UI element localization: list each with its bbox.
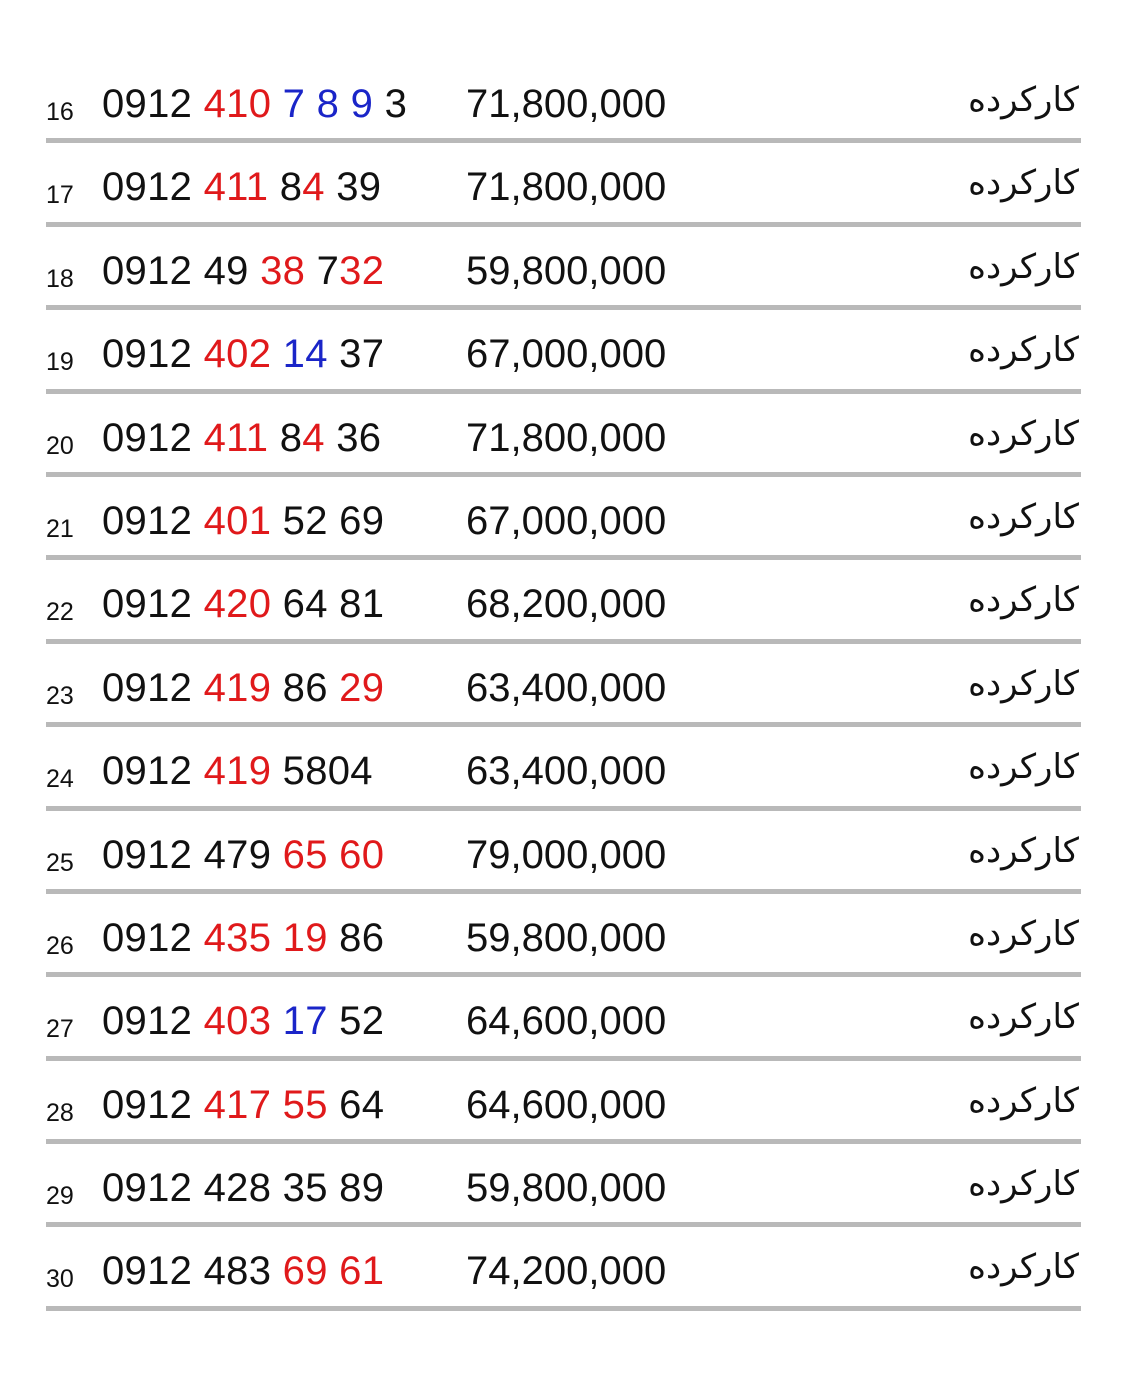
phone-number	[102, 999, 384, 1044]
phone-number-segment: 8	[305, 82, 340, 126]
list-item[interactable]	[46, 1144, 1081, 1227]
phone-number-segment: 0912	[102, 665, 204, 710]
row-index: 18	[46, 264, 74, 293]
phone-number	[102, 1166, 384, 1211]
phone-number-segment: 419	[203, 665, 272, 710]
phone-number-segment: 14	[271, 332, 328, 377]
row-index: 17	[46, 181, 74, 210]
phone-number-segment: 8	[268, 415, 303, 460]
row-index: 20	[46, 431, 74, 460]
phone-number-segment: 411	[203, 415, 269, 460]
row-index: 16	[46, 98, 74, 126]
list-item[interactable]	[46, 727, 1081, 810]
status-label: کارکرده	[968, 663, 1079, 704]
status-label: کارکرده	[968, 496, 1079, 537]
status-label: کارکرده	[968, 997, 1079, 1038]
phone-number-segment: 32	[339, 248, 385, 293]
phone-number-segment: 9	[339, 82, 374, 126]
phone-number-segment: 0912	[102, 749, 204, 794]
row-index: 28	[46, 1098, 74, 1127]
price: 59,800,000	[466, 1166, 667, 1211]
phone-number	[102, 499, 384, 544]
phone-number-segment: 4	[302, 165, 325, 210]
phone-number-segment: 38	[260, 248, 306, 293]
status-label: کارکرده	[968, 830, 1079, 871]
phone-number-segment: 410	[203, 82, 272, 126]
phone-number-segment: 8	[268, 165, 303, 210]
phone-number-segment: 69 61	[282, 1249, 385, 1294]
status-label: کارکرده	[968, 747, 1079, 788]
price: 71,800,000	[466, 165, 667, 210]
row-index: 29	[46, 1182, 74, 1211]
phone-number-list	[46, 60, 1081, 1311]
row-index: 21	[46, 514, 74, 543]
row-index: 26	[46, 931, 74, 960]
phone-number-segment: 0912 428 35 89	[102, 1166, 385, 1211]
status-label: کارکرده	[968, 1080, 1079, 1121]
phone-number-segment: 0912	[102, 332, 204, 377]
phone-number	[102, 249, 384, 294]
phone-number-segment: 36	[324, 415, 382, 460]
phone-number	[102, 1083, 384, 1128]
phone-number-segment: 0912	[102, 415, 204, 460]
phone-number-segment: 402	[203, 332, 272, 377]
phone-number	[102, 1249, 384, 1294]
phone-number-segment: 52	[327, 999, 385, 1044]
phone-number	[102, 416, 381, 461]
price: 59,800,000	[466, 915, 667, 960]
phone-number-segment: 0912 483	[102, 1249, 283, 1294]
phone-number-segment: 403	[203, 999, 272, 1044]
phone-number-segment: 17	[271, 999, 328, 1044]
status-label: کارکرده	[968, 330, 1079, 371]
row-index: 19	[46, 348, 74, 377]
list-item[interactable]	[46, 227, 1081, 310]
status-label: کارکرده	[968, 580, 1079, 621]
phone-number-segment: 0912 479	[102, 832, 283, 877]
row-index: 25	[46, 848, 74, 877]
phone-number-segment: 39	[324, 165, 382, 210]
phone-number-segment: 5804	[271, 749, 373, 794]
list-item[interactable]	[46, 977, 1081, 1060]
phone-number-segment: 4	[302, 415, 325, 460]
list-item[interactable]	[46, 811, 1081, 894]
phone-number-segment: 0912	[102, 915, 204, 960]
phone-number-segment: 65 60	[282, 832, 385, 877]
phone-number-segment: 419	[203, 749, 272, 794]
list-item[interactable]	[46, 394, 1081, 477]
phone-number	[102, 82, 407, 127]
phone-number	[102, 165, 381, 210]
status-label: کارکرده	[968, 913, 1079, 954]
phone-number-segment: 417 55	[203, 1082, 328, 1127]
phone-number	[102, 833, 384, 878]
phone-number-segment: 29	[339, 665, 385, 710]
phone-number-segment: 420	[203, 582, 272, 627]
phone-number-segment: 435 19	[203, 915, 328, 960]
list-item[interactable]	[46, 1227, 1081, 1310]
status-label: کارکرده	[968, 1164, 1079, 1205]
status-label: کارکرده	[968, 246, 1079, 287]
phone-number	[102, 749, 373, 794]
phone-number-segment: 7	[271, 82, 306, 126]
list-item[interactable]	[46, 477, 1081, 560]
list-item[interactable]	[46, 60, 1081, 143]
phone-number-segment: 3	[373, 82, 408, 126]
phone-number-segment: 52 69	[271, 498, 385, 543]
price: 64,600,000	[466, 1082, 667, 1127]
phone-number-segment: 411	[203, 165, 269, 210]
price: 68,200,000	[466, 582, 667, 627]
phone-number-segment: 86	[327, 915, 385, 960]
row-divider	[46, 1306, 1081, 1311]
phone-number-segment: 37	[327, 332, 385, 377]
price: 67,000,000	[466, 498, 667, 543]
phone-number-segment: 0912 49	[102, 248, 261, 293]
status-label: کارکرده	[968, 413, 1079, 454]
phone-number-segment: 0912	[102, 999, 204, 1044]
phone-number	[102, 666, 384, 711]
list-item[interactable]	[46, 894, 1081, 977]
price: 59,800,000	[466, 248, 667, 293]
list-item[interactable]	[46, 560, 1081, 643]
price: 71,800,000	[466, 82, 667, 126]
phone-number-segment: 64 81	[271, 582, 385, 627]
phone-number	[102, 582, 384, 627]
price: 79,000,000	[466, 832, 667, 877]
status-label: کارکرده	[968, 1247, 1079, 1288]
phone-number-segment: 64	[327, 1082, 385, 1127]
phone-number-segment: 0912	[102, 498, 204, 543]
phone-number	[102, 916, 384, 961]
list-item[interactable]	[46, 1061, 1081, 1144]
price: 74,200,000	[466, 1249, 667, 1294]
price: 63,400,000	[466, 665, 667, 710]
phone-number-segment: 0912	[102, 582, 204, 627]
list-item[interactable]	[46, 310, 1081, 393]
status-label: کارکرده	[968, 80, 1079, 120]
price: 63,400,000	[466, 749, 667, 794]
price: 71,800,000	[466, 415, 667, 460]
phone-number	[102, 332, 384, 377]
row-index: 23	[46, 681, 74, 710]
status-label: کارکرده	[968, 163, 1079, 204]
phone-number-segment: 7	[305, 248, 340, 293]
row-index: 24	[46, 765, 74, 794]
row-index: 27	[46, 1015, 74, 1044]
price: 67,000,000	[466, 332, 667, 377]
row-index: 22	[46, 598, 74, 627]
list-item[interactable]	[46, 143, 1081, 226]
phone-number-segment: 0912	[102, 165, 204, 210]
phone-number-segment: 401	[203, 498, 272, 543]
phone-number-segment: 0912	[102, 82, 204, 126]
phone-number-segment: 0912	[102, 1082, 204, 1127]
price: 64,600,000	[466, 999, 667, 1044]
phone-number-segment: 86	[271, 665, 340, 710]
list-item[interactable]	[46, 644, 1081, 727]
row-index: 30	[46, 1265, 74, 1294]
